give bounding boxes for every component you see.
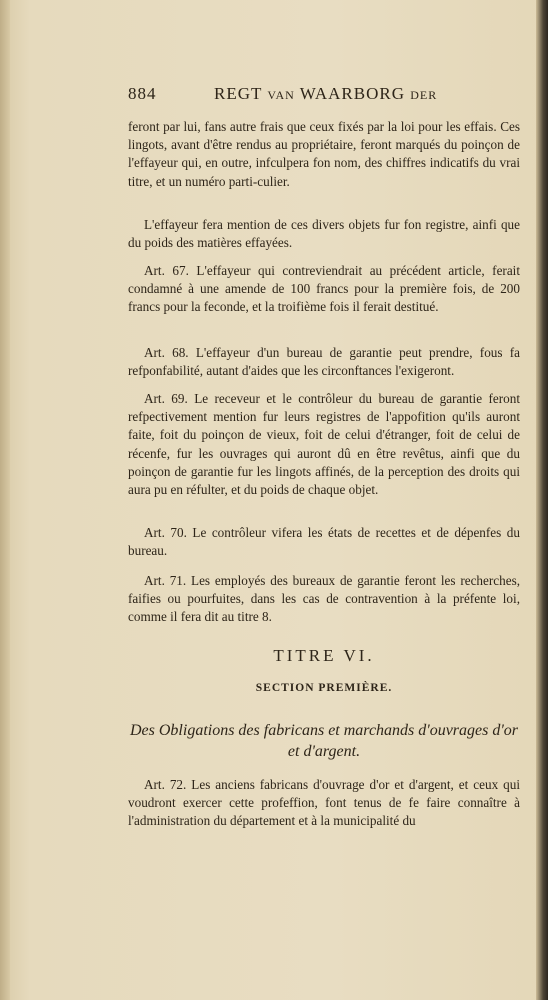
paragraph-art-70: Art. 70. Le contrôleur vifera les états de recettes et de dépenfes du bureau. — [128, 525, 520, 559]
running-head — [128, 84, 524, 108]
paragraph-registre: L'effayeur fera mention de ces divers objets fur fon registre, ainfi que du poids des matières effayées. — [128, 217, 520, 251]
paragraph-art-71: Art. 71. Les employés des bureaux de garantie feront les recherches, faifies ou pourfuites, dans les cas de contravention à la préfente loi, comme il fera dit au titre 8. — [128, 573, 520, 625]
page-edge — [536, 0, 548, 1000]
paragraph-art-69: Art. 69. Le receveur et le contrôleur du bureau de garantie feront refpectivement mention fur leurs registres de l'appofition qu'ils auront faite, foit du poinçon de vieux, foit de celui d'étranger, foit de celui de récenfe, fur les ouvrages qui auront dû en être revêtus, ainfi que du poinçon de garantie fur les lingots affinés, de la perception des droits qui aura pu en réfulter, et du poids de chaque objet. — [128, 391, 520, 498]
paragraph-art-67: Art. 67. L'effayeur qui contreviendrait au précédent article, ferait condamné à une amende de 100 francs pour la première fois, de 200 francs pour la feconde, et la troifième fois il ferait destitué. — [128, 263, 520, 315]
page-gutter — [0, 0, 10, 1000]
paragraph-art-72: Art. 72. Les anciens fabricans d'ouvrage d'or et d'argent, et ceux qui voudront exercer cette profeffion, font tenus de fe faire connaître à l'administration du département et à la municipalité du — [128, 777, 520, 829]
running-title: REGT van WAARBORG der — [214, 84, 438, 103]
section-title: Des Obligations des fabricans et marchands d'ouvrages d'or et d'argent. — [129, 722, 518, 760]
titre-heading: TITRE VI. — [273, 646, 375, 665]
section-heading: SECTION PREMIÈRE. — [255, 682, 393, 694]
paragraph-continuation: feront par lui, fans autre frais que ceux fixés par la loi pour les effais. Ces lingots, avant d'être rendus au propriétaire, feront marqués du poinçon de l'effayeur qui, en outre, infculpera fon nom, des chiffres indicatifs du vrai titre, et un numéro parti-culier. — [128, 119, 520, 189]
page-number: 884 — [128, 84, 157, 103]
paragraph-art-68: Art. 68. L'effayeur d'un bureau de garantie peut prendre, fous fa refponfabilité, autant d'aides que les circonftances l'exigeront. — [128, 345, 520, 379]
